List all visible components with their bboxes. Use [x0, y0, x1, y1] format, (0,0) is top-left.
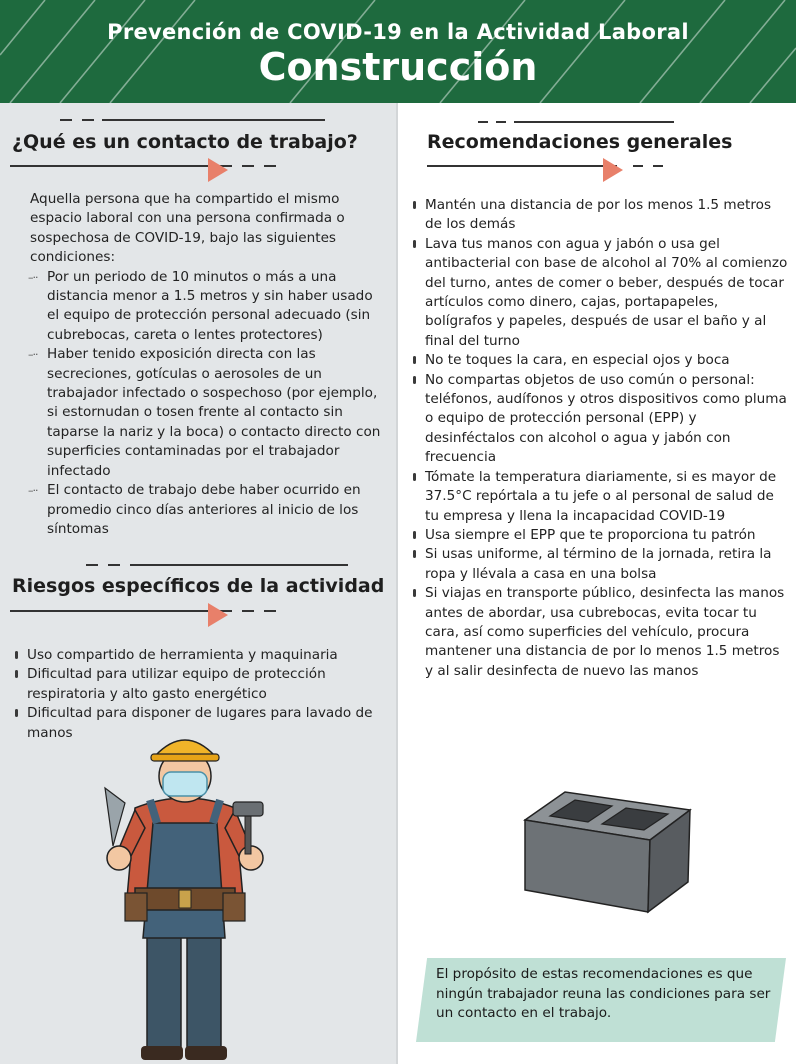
recommendations-list [412, 196, 788, 681]
heading-bottom-rule [10, 158, 300, 182]
column-divider [396, 103, 398, 1064]
accent-triangle-icon [603, 158, 623, 182]
list-item: –·· Haber tenido exposición directa con las secreciones, gotículas o aerosoles de un trabajador infectado o sospechoso (por ejemplo, si estornudan o tosen frente al contacto sin taparse la nariz y la boca) o contacto directo con superficies contaminadas por el trabajador infectado [30, 345, 382, 481]
list-item: Dificultad para disponer de lugares para lavado de manos [14, 704, 384, 743]
list-item: Uso compartido de herramienta y maquinaria [14, 646, 384, 665]
list-item: Si viajas en transporte público, desinfecta las manos antes de abordar, usa cubrebocas, evita tocar tu cara, así como superficies del vehículo, procura mantener una distancia de por lo menos 1.5 metros y al salir desinfecta de nuevo las manos [412, 584, 788, 681]
list-item: –·· Por un periodo de 10 minutos o más a una distancia menor a 1.5 metros y sin haber usado el equipo de protección personal adecuado (sin cubrebocas, careta o lentes protectores) [30, 268, 382, 346]
heading-bottom-rule [10, 603, 300, 627]
risks-heading: Riesgos específicos de la actividad [12, 575, 385, 597]
accent-triangle-icon [208, 158, 228, 182]
contact-intro: Aquella persona que ha compartido el mismo espacio laboral con una persona confirmada o sospechosa de COVID-19, bajo las siguientes condiciones: [30, 191, 345, 266]
list-item: Dificultad para utilizar equipo de protección respiratoria y alto gasto energético [14, 665, 384, 704]
recommendations-heading: Recomendaciones generales [427, 131, 733, 153]
list-item: No compartas objetos de uso común o personal: teléfonos, audífonos y otros dispositivos como pluma o equipo de protección personal (EPP) y desinféctalos con alcohol o agua y jabón con frecuencia [412, 371, 788, 468]
accent-triangle-icon [208, 603, 228, 627]
list-item: Mantén una distancia de por los menos 1.5 metros de los demás [412, 196, 788, 235]
list-item: Lava tus manos con agua y jabón o usa gel antibacterial con base de alcohol al 70% al comienzo del turno, antes de comer o beber, después de tocar artículos como dinero, cajas, portapapeles, bolígrafos y papeles, después de usar el baño y al final del turno [412, 235, 788, 351]
construction-worker-illustration [95, 728, 275, 1064]
list-item: No te toques la cara, en especial ojos y boca [412, 351, 788, 370]
contact-heading: ¿Qué es un contacto de trabajo? [12, 131, 358, 153]
list-item: Usa siempre el EPP que te proporciona tu patrón [412, 526, 788, 545]
list-item: Tómate la temperatura diariamente, si es mayor de 37.5°C repórtala a tu jefe o al personal de salud de tu empresa y llena la incapacidad COVID-19 [412, 468, 788, 526]
header-subtitle: Prevención de COVID-19 en la Actividad Laboral [107, 20, 689, 44]
heading-bottom-rule [427, 158, 687, 182]
contact-definition [30, 190, 382, 539]
heading-top-rule [60, 115, 330, 125]
concrete-block-illustration [520, 790, 695, 915]
note-text: El propósito de estas recomendaciones es que ningún trabajador reuna las condiciones para ser un contacto en el trabajo. [436, 966, 771, 1022]
contact-conditions-list [30, 268, 382, 540]
page-title: Construcción [258, 45, 538, 89]
heading-top-rule [478, 117, 678, 127]
list-item: –·· El contacto de trabajo debe haber ocurrido en promedio cinco días anteriores al inicio de los síntomas [30, 481, 382, 539]
header-banner [0, 0, 796, 103]
heading-top-rule [86, 560, 356, 570]
list-item: Si usas uniforme, al término de la jornada, retira la ropa y llévala a casa en una bolsa [412, 545, 788, 584]
